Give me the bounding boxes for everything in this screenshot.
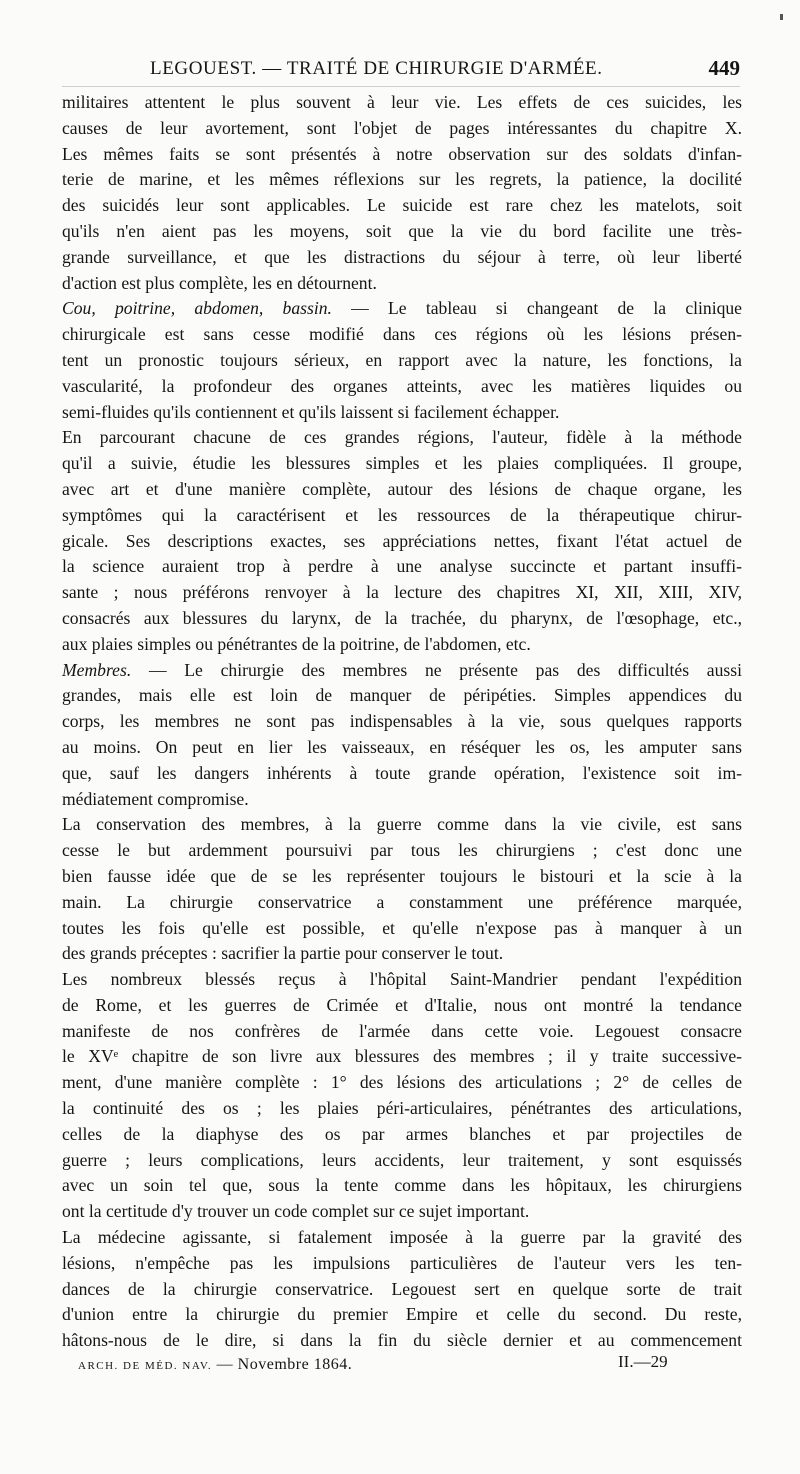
line-text: symptômes qui la caractérisent et les ressources de la thérapeutique chirur- — [62, 504, 742, 525]
text-line — [62, 838, 742, 864]
text-line — [62, 1173, 742, 1199]
line-text: des grands préceptes : sacrifier la partie pour conserver le tout. — [62, 943, 504, 964]
line-text: main. La chirurgie conservatrice a constamment une préférence marquée, — [62, 891, 742, 912]
line-text: le XVᵉ chapitre de son livre aux blessures des membres ; il y traite successive- — [62, 1046, 742, 1067]
text-line — [62, 529, 742, 555]
line-text: Les mêmes faits se sont présentés à notre observation sur des soldats d'infan- — [62, 143, 742, 164]
line-text: des suicidés leur sont applicables. Le suicide est rare chez les matelots, soit — [62, 195, 742, 216]
line-text: causes de leur avortement, sont l'objet de pages intéressantes du chapitre X. — [62, 117, 742, 138]
text-line — [62, 735, 742, 761]
body-text — [62, 90, 742, 1354]
text-line — [62, 709, 742, 735]
line-text: médiatement compromise. — [62, 788, 249, 809]
text-line — [62, 219, 742, 245]
line-text: guerre ; leurs complications, leurs accidents, leur traitement, y sont esquissés — [62, 1149, 742, 1170]
line-text: ment, d'une manière complète : 1° des lésions des articulations ; 2° de celles de — [62, 1072, 742, 1093]
line-text: corps, les membres ne sont pas indispensables à la vie, sous quelques rapports — [62, 711, 742, 732]
line-text: toutes les fois qu'elle est possible, et qu'elle n'expose pas à manquer à un — [62, 917, 742, 938]
line-text: chirurgicale est sans cesse modifié dans ces régions où les lésions présen- — [62, 324, 742, 345]
text-line — [62, 348, 742, 374]
text-line — [62, 787, 742, 813]
section-heading: Membres. — [62, 659, 132, 680]
page-number: 449 — [708, 56, 740, 80]
line-text: militaires attentent le plus souvent à leur vie. Les effets de ces suicides, les — [62, 92, 742, 112]
line-text: que, sauf les dangers inhérents à toute grande opération, l'existence soit im- — [62, 762, 742, 783]
text-line — [62, 1019, 742, 1045]
page-header — [62, 56, 740, 86]
line-text: — Le chirurgie des membres ne présente pas des difficultés aussi — [131, 659, 742, 680]
footer-date: — Novembre 1864. — [212, 1356, 353, 1373]
line-text: La médecine agissante, si fatalement imposée à la guerre par la gravité des — [62, 1227, 742, 1248]
text-line — [62, 812, 742, 838]
line-text: vascularité, la profondeur des organes atteints, avec les matières liquides ou — [62, 375, 742, 396]
text-line — [62, 632, 742, 658]
text-line — [62, 374, 742, 400]
line-text: la science auraient trop à perdre à une analyse succincte et partant insuffi- — [62, 556, 742, 577]
line-text: terie de marine, et les mêmes réflexions sur les regrets, la patience, la docilité — [62, 169, 742, 190]
text-line — [62, 1328, 742, 1354]
line-text: qu'ils n'en aient pas les moyens, soit que la vie du bord facilite une très- — [62, 220, 742, 241]
line-text: Les nombreux blessés reçus à l'hôpital Saint-Mandrier pendant l'expédition — [62, 969, 742, 990]
section-heading: Cou, poitrine, abdomen, bassin. — [62, 298, 332, 319]
text-line — [62, 761, 742, 787]
text-line — [62, 683, 742, 709]
text-line — [62, 606, 742, 632]
line-text: consacrés aux blessures du larynx, de la trachée, du pharynx, de l'œsophage, etc., — [62, 607, 742, 628]
line-text: avec art et d'une manière complète, autour des lésions de chaque organe, les — [62, 478, 742, 499]
text-line — [62, 658, 742, 684]
footer-journal: ARCH. DE MÉD. NAV. — [78, 1360, 213, 1372]
page-footer — [62, 1352, 740, 1380]
text-line — [62, 1277, 742, 1303]
line-text: gicale. Ses descriptions exactes, ses appréciations nettes, fixant l'état actuel de — [62, 530, 742, 551]
text-line — [62, 1070, 742, 1096]
line-text: semi-fluides qu'ils contiennent et qu'ils laissent si facilement échapper. — [62, 401, 560, 422]
line-text: celles de la diaphyse des os par armes blanches et par projectiles de — [62, 1123, 742, 1144]
line-text: la continuité des os ; les plaies péri-articulaires, pénétrantes des articulations, — [62, 1098, 742, 1119]
text-line — [62, 451, 742, 477]
line-text: lésions, n'empêche pas les impulsions particulières de l'auteur vers les ten- — [62, 1252, 742, 1273]
line-text: La conservation des membres, à la guerre comme dans la vie civile, est sans — [62, 814, 742, 835]
line-text: au moins. On peut en lier les vaisseaux, en réséquer les os, les amputer sans — [62, 736, 742, 757]
line-text: cesse le but ardemment poursuivi par tous les chirurgiens ; c'est donc une — [62, 840, 742, 861]
line-text: tent un pronostic toujours sérieux, en rapport avec la nature, les fonctions, la — [62, 349, 742, 370]
text-line — [62, 580, 742, 606]
text-line — [62, 90, 742, 116]
text-line — [62, 503, 742, 529]
line-text: hâtons-nous de le dire, si dans la fin du siècle dernier et au commencement — [62, 1330, 742, 1351]
footer-journal-line — [78, 1356, 352, 1374]
text-line — [62, 322, 742, 348]
line-text: grande surveillance, et que les distractions du séjour à terre, où leur liberté — [62, 246, 742, 267]
line-text: manifeste de nos confrères de l'armée dans cette voie. Legouest consacre — [62, 1020, 742, 1041]
text-line — [62, 477, 742, 503]
text-line — [62, 271, 742, 297]
text-line — [62, 554, 742, 580]
text-line — [62, 400, 742, 426]
text-line — [62, 1148, 742, 1174]
text-line — [62, 941, 742, 967]
line-text: de Rome, et les guerres de Crimée et d'Italie, nous ont montré la tendance — [62, 994, 742, 1015]
text-line — [62, 916, 742, 942]
text-line — [62, 296, 742, 322]
text-line — [62, 1302, 742, 1328]
line-text: aux plaies simples ou pénétrantes de la poitrine, de l'abdomen, etc. — [62, 633, 531, 654]
text-line — [62, 167, 742, 193]
line-text: grandes, mais elle est loin de manquer de péripéties. Simples appendices du — [62, 685, 742, 706]
text-line — [62, 245, 742, 271]
text-line — [62, 1096, 742, 1122]
text-line — [62, 1199, 742, 1225]
text-line — [62, 1122, 742, 1148]
text-line — [62, 1225, 742, 1251]
text-line — [62, 890, 742, 916]
line-text: En parcourant chacune de ces grandes régions, l'auteur, fidèle à la méthode — [62, 427, 742, 448]
line-text: — Le tableau si changeant de la clinique — [331, 298, 742, 319]
line-text: sante ; nous préférons renvoyer à la lecture des chapitres XI, XII, XIII, XIV, — [62, 582, 742, 603]
line-text: avec un soin tel que, sous la tente comme dans les hôpitaux, les chirurgiens — [62, 1175, 742, 1196]
text-line — [62, 1044, 742, 1070]
header-divider — [62, 86, 740, 87]
line-text: qu'il a suivie, étudie les blessures simples et les plaies compliquées. Il groupe, — [62, 453, 742, 474]
text-line — [62, 142, 742, 168]
running-title: LEGOUEST. — TRAITÉ DE CHIRURGIE D'ARMÉE. — [150, 58, 603, 79]
text-line — [62, 425, 742, 451]
text-line — [62, 967, 742, 993]
line-text: bien fausse idée que de se les représenter toujours le bistouri et la scie à la — [62, 865, 742, 886]
text-line — [62, 864, 742, 890]
text-line — [62, 993, 742, 1019]
footer-signature: II.—29 — [618, 1352, 668, 1371]
line-text: dances de la chirurgie conservatrice. Legouest sert en quelque sorte de trait — [62, 1278, 742, 1299]
text-line — [62, 1251, 742, 1277]
text-line — [62, 193, 742, 219]
line-text: ont la certitude d'y trouver un code complet sur ce sujet important. — [62, 1201, 530, 1222]
text-line — [62, 116, 742, 142]
scan-edge-mark — [780, 14, 783, 20]
line-text: d'union entre la chirurgie du premier Empire et celle du second. Du reste, — [62, 1304, 742, 1325]
line-text: d'action est plus complète, les en détournent. — [62, 272, 377, 293]
